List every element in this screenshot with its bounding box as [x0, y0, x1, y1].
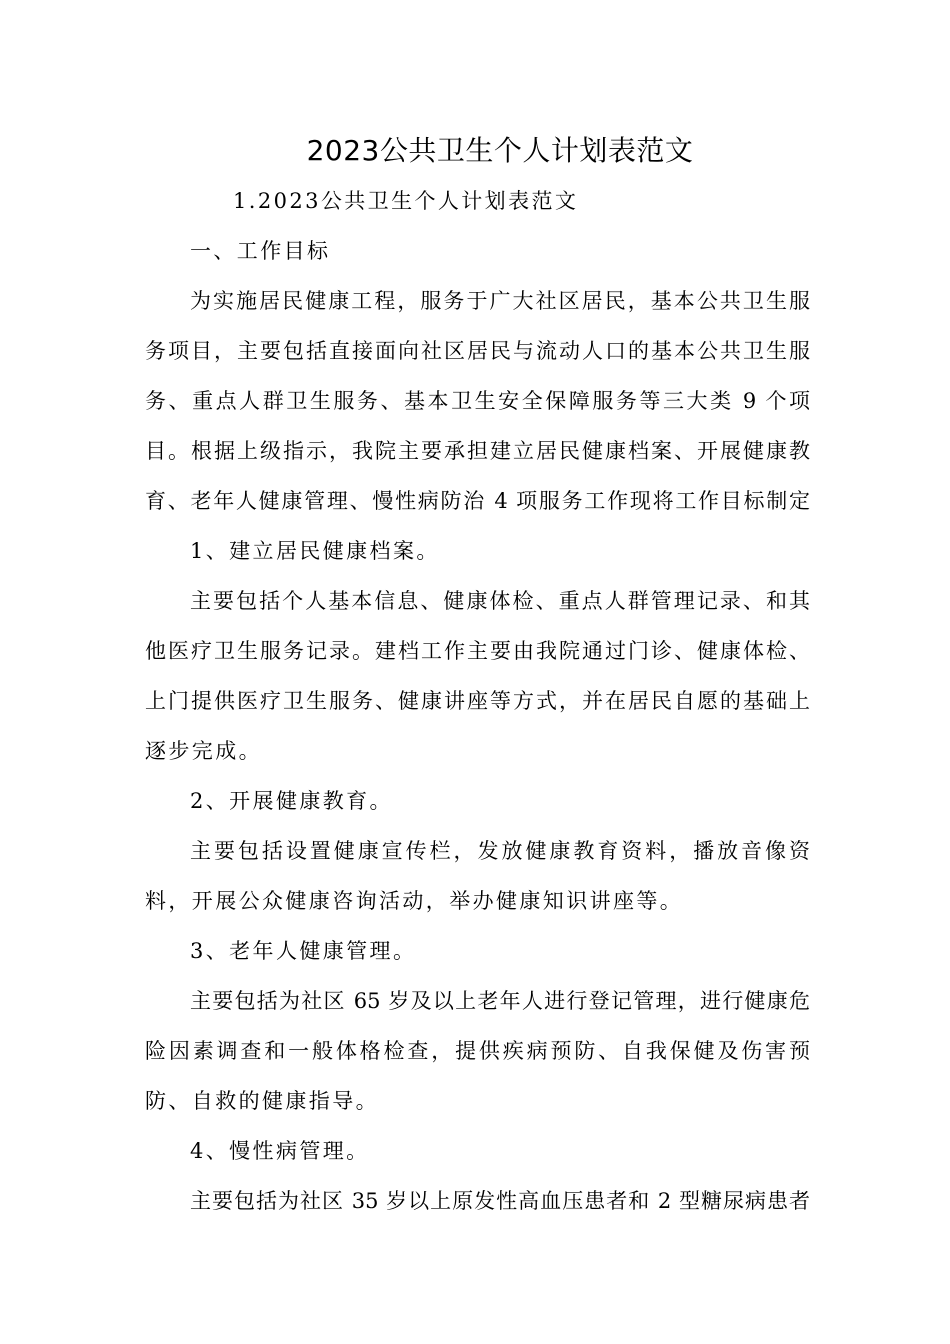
paragraph-line: 务项目，主要包括直接面向社区居民与流动人口的基本公共卫生服: [145, 339, 810, 363]
item-heading: 2、开展健康教育。: [190, 789, 393, 813]
paragraph-line: 他医疗卫生服务记录。建档工作主要由我院通过门诊、健康体检、: [145, 639, 810, 663]
section-heading: 一、工作目标: [190, 239, 331, 263]
paragraph-line: 上门提供医疗卫生服务、健康讲座等方式，并在居民自愿的基础上: [145, 689, 810, 713]
paragraph-line: 为实施居民健康工程，服务于广大社区居民，基本公共卫生服: [190, 289, 810, 313]
paragraph-line: 主要包括为社区 65 岁及以上老年人进行登记管理，进行健康危: [190, 989, 810, 1013]
document-title: 2023公共卫生个人计划表范文: [306, 134, 694, 167]
paragraph-line: 目。根据上级指示，我院主要承担建立居民健康档案、开展健康教: [145, 439, 810, 463]
paragraph-line: 料，开展公众健康咨询活动，举办健康知识讲座等。: [145, 889, 684, 913]
paragraph-line: 主要包括设置健康宣传栏，发放健康教育资料，播放音像资: [190, 839, 810, 863]
paragraph-line: 防、自救的健康指导。: [145, 1089, 379, 1113]
item-heading: 1、建立居民健康档案。: [190, 539, 440, 563]
item-heading: 3、老年人健康管理。: [190, 939, 417, 963]
paragraph-line: 育、老年人健康管理、慢性病防治 4 项服务工作现将工作目标制定: [145, 489, 810, 513]
paragraph-line: 险因素调查和一般体格检查，提供疾病预防、自我保健及伤害预: [145, 1039, 810, 1063]
paragraph-line: 逐步完成。: [145, 739, 262, 763]
item-heading: 4、慢性病管理。: [190, 1139, 370, 1163]
paragraph-line: 务、重点人群卫生服务、基本卫生安全保障服务等三大类 9 个项: [145, 389, 810, 413]
paragraph-line: 主要包括个人基本信息、健康体检、重点人群管理记录、和其: [190, 589, 810, 613]
subtitle-line: 1.2023公共卫生个人计划表范文: [233, 189, 579, 213]
paragraph-line: 主要包括为社区 35 岁以上原发性高血压患者和 2 型糖尿病患者: [190, 1189, 810, 1213]
